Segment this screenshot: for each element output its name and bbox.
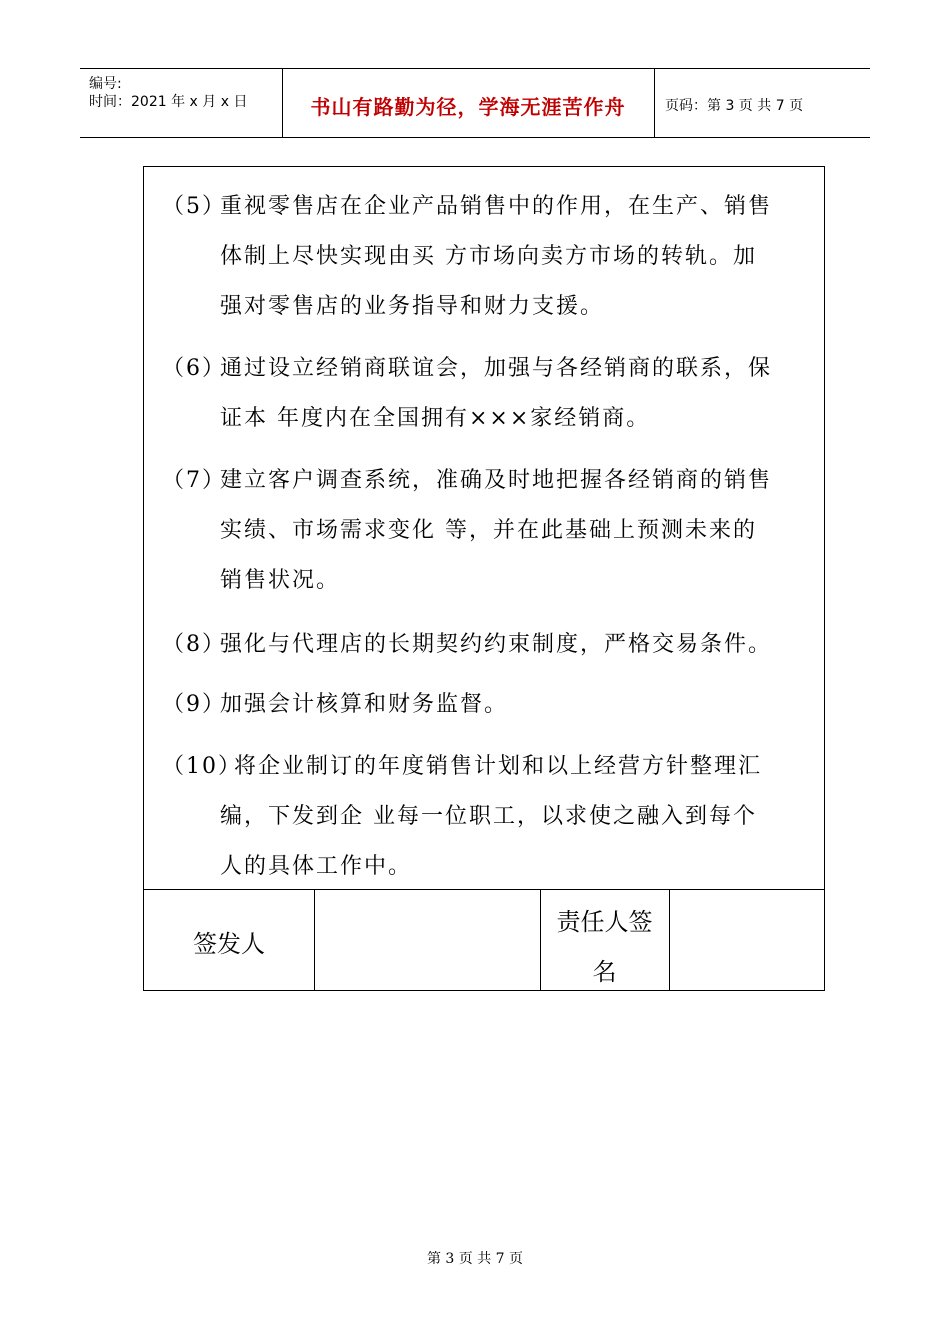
item-line: 建立客户调查系统，准确及时地把握各经销商的销售 — [220, 468, 773, 493]
item-line: 人的具体工作中。 — [220, 854, 413, 879]
motto-text: 书山有路勤为径，学海无涯苦作舟 — [310, 95, 626, 119]
list-item-9 — [162, 680, 807, 730]
item-number: （10） — [162, 754, 242, 779]
time-label: 时间：2021 年 x 月 x 日 — [89, 94, 248, 110]
responsible-signature-field[interactable] — [669, 890, 824, 990]
item-line: 体制上尽快实现由买 方市场向卖方市场的转轨。加 — [220, 244, 757, 269]
issuer-label-cell — [144, 890, 315, 990]
page-info: 页码：第 3 页 共 7 页 — [665, 98, 804, 114]
page-footer: 第 3 页 共 7 页 — [426, 1251, 524, 1267]
item-number: （7） — [162, 468, 226, 493]
item-line: 重视零售店在企业产品销售中的作用，在生产、销售 — [220, 194, 773, 219]
item-line: 销售状况。 — [220, 568, 341, 593]
signature-row — [143, 889, 825, 991]
item-line: 将企业制订的年度销售计划和以上经营方针整理汇 — [234, 754, 763, 779]
document-header — [80, 68, 870, 138]
item-line: 强对零售店的业务指导和财力支援。 — [220, 294, 605, 319]
responsible-label-line1: 责任人签 — [556, 908, 653, 936]
item-line: 强化与代理店的长期契约约束制度，严格交易条件。 — [220, 632, 773, 657]
list-item-7 — [162, 456, 807, 606]
header-page-cell — [655, 69, 870, 137]
responsible-label-cell — [540, 890, 670, 990]
responsible-label-line2: 名 — [592, 958, 617, 986]
header-motto-cell — [282, 69, 655, 137]
item-number: （5） — [162, 194, 226, 219]
item-number: （6） — [162, 356, 226, 381]
list-item-6 — [162, 344, 807, 444]
content-table — [143, 166, 825, 890]
list-item-10 — [162, 742, 807, 892]
header-meta-cell — [80, 69, 283, 137]
item-line: 编，下发到企 业每一位职工，以求使之融入到每个 — [220, 804, 757, 829]
item-number: （8） — [162, 632, 226, 657]
item-line: 实绩、市场需求变化 等，并在此基础上预测未来的 — [220, 518, 757, 543]
issuer-label: 签发人 — [193, 930, 265, 958]
item-number: （9） — [162, 692, 226, 717]
item-line: 证本 年度内在全国拥有×××家经销商。 — [220, 406, 651, 431]
item-line: 加强会计核算和财务监督。 — [220, 692, 509, 717]
list-item-5 — [162, 182, 807, 332]
issuer-signature-field[interactable] — [314, 890, 541, 990]
item-line: 通过设立经销商联谊会，加强与各经销商的联系，保 — [220, 356, 773, 381]
number-label: 编号: — [89, 76, 122, 92]
list-item-8 — [162, 620, 807, 670]
